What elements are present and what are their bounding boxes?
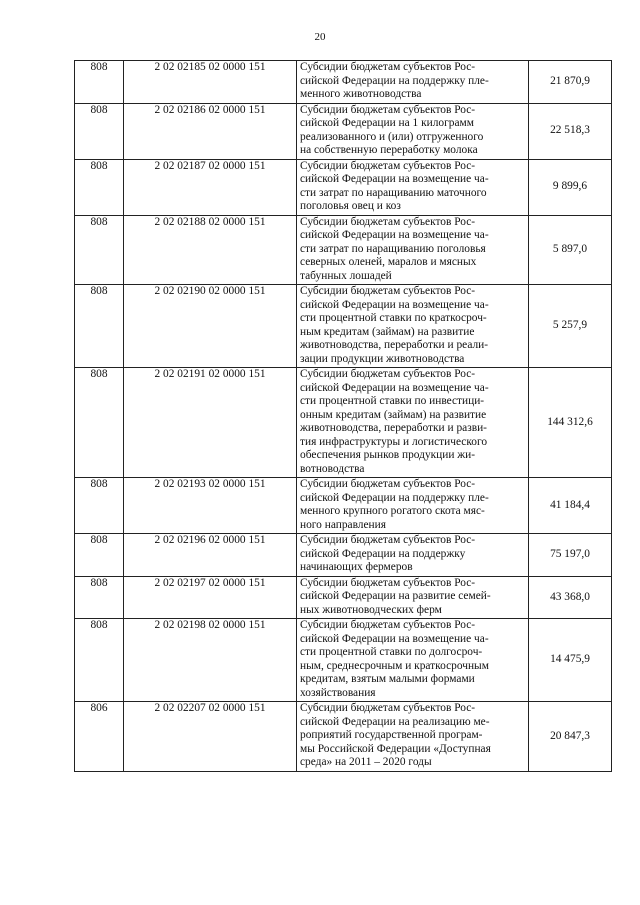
income-name-line: онным кредитам (займам) на развитие: [300, 408, 487, 421]
table-row: [75, 478, 612, 534]
income-name-line: ных животноводческих ферм: [300, 603, 442, 616]
amount-cell: 22 518,3: [529, 103, 612, 159]
admin-code-cell: 808: [75, 159, 124, 215]
budget-code-cell: 2 02 02187 02 0000 151: [124, 159, 297, 215]
income-name-line: сийской Федерации на 1 килограмм: [300, 117, 474, 129]
income-name-line: сти затрат по наращиванию поголовья: [300, 242, 486, 255]
income-name-cell: [297, 61, 529, 104]
income-name-line: Субсидии бюджетам субъектов Рос-: [300, 534, 476, 546]
amount-cell: 5 257,9: [529, 285, 612, 368]
admin-code-cell: 808: [75, 534, 124, 577]
table-body: [75, 61, 612, 772]
admin-code-cell: 808: [75, 619, 124, 702]
budget-code-cell: 2 02 02197 02 0000 151: [124, 576, 297, 619]
income-name-cell: [297, 478, 529, 534]
income-name-line: сийской Федерации на поддержку пле-: [300, 491, 489, 504]
income-name-cell: [297, 103, 529, 159]
income-name-line: Субсидии бюджетам субъектов Рос-: [300, 103, 476, 116]
income-name-line: Субсидии бюджетам субъектов Рос-: [300, 215, 476, 228]
income-name-cell: [297, 576, 529, 619]
income-name-line: ным, среднесрочным и краткосрочным: [300, 659, 489, 672]
income-name-line: Субсидии бюджетам субъектов Рос-: [300, 368, 476, 380]
table-row: [75, 534, 612, 577]
income-name-line: менного животноводства: [300, 88, 422, 100]
income-name-line: животноводства, переработки и разви-: [300, 422, 487, 434]
income-name-line: сийской Федерации на реализацию ме-: [300, 715, 490, 728]
income-name-line: среда» на 2011 – 2020 годы: [300, 756, 432, 768]
income-name-cell: [297, 368, 529, 478]
income-name-line: ного направления: [300, 518, 386, 531]
income-name-line: зации продукции животноводства: [300, 352, 465, 365]
income-name-line: начинающих фермеров: [300, 561, 413, 573]
income-name-line: Субсидии бюджетам субъектов Рос-: [300, 619, 476, 631]
income-name-line: Субсидии бюджетам субъектов Рос-: [300, 285, 476, 297]
income-name-line: северных оленей, маралов и мясных: [300, 256, 477, 268]
admin-code-cell: 808: [75, 478, 124, 534]
income-name-line: обеспечения рынков продукции жи-: [300, 449, 476, 461]
income-name-line: роприятий государственной програм-: [300, 729, 483, 741]
table-row: [75, 702, 612, 772]
admin-code-cell: 808: [75, 103, 124, 159]
income-name-line: сти затрат по наращиванию маточного: [300, 186, 487, 199]
budget-code-cell: 2 02 02207 02 0000 151: [124, 702, 297, 772]
admin-code-cell: 808: [75, 576, 124, 619]
income-name-line: сийской Федерации на поддержку: [300, 547, 466, 560]
income-name-line: кредитам, взятым малыми формами: [300, 673, 475, 685]
income-name-cell: [297, 215, 529, 285]
income-name-line: сийской Федерации на развитие семей-: [300, 590, 491, 602]
amount-cell: 9 899,6: [529, 159, 612, 215]
budget-code-cell: 2 02 02191 02 0000 151: [124, 368, 297, 478]
income-name-line: хозяйствования: [300, 686, 376, 699]
admin-code-cell: 808: [75, 285, 124, 368]
income-name-line: вотноводства: [300, 462, 365, 475]
amount-cell: 14 475,9: [529, 619, 612, 702]
income-name-line: реализованного и (или) отгруженного: [300, 130, 484, 143]
amount-cell: 43 368,0: [529, 576, 612, 619]
income-name-line: Субсидии бюджетам субъектов Рос-: [300, 478, 476, 490]
income-name-line: сийской Федерации на возмещение ча-: [300, 229, 489, 241]
admin-code-cell: 808: [75, 215, 124, 285]
income-name-line: Субсидии бюджетам субъектов Рос-: [300, 576, 476, 589]
table-row: [75, 619, 612, 702]
amount-cell: 144 312,6: [529, 368, 612, 478]
income-name-line: сийской Федерации на поддержку пле-: [300, 74, 489, 87]
amount-cell: 75 197,0: [529, 534, 612, 577]
income-name-line: сийской Федерации на возмещение ча-: [300, 381, 489, 394]
table-row: [75, 159, 612, 215]
income-name-cell: [297, 702, 529, 772]
page-number: 20: [314, 31, 326, 43]
amount-cell: 5 897,0: [529, 215, 612, 285]
income-name-line: мы Российской Федерации «Доступная: [300, 742, 491, 755]
budget-code-cell: 2 02 02186 02 0000 151: [124, 103, 297, 159]
income-name-line: сийской Федерации на возмещение ча-: [300, 632, 489, 645]
table-row: [75, 285, 612, 368]
income-name-line: менного крупного рогатого скота мяс-: [300, 505, 485, 517]
income-name-cell: [297, 619, 529, 702]
amount-cell: 41 184,4: [529, 478, 612, 534]
income-name-line: Субсидии бюджетам субъектов Рос-: [300, 159, 476, 172]
budget-code-cell: 2 02 02188 02 0000 151: [124, 215, 297, 285]
income-name-line: табунных лошадей: [300, 269, 392, 282]
income-name-line: Субсидии бюджетам субъектов Рос-: [300, 61, 476, 73]
table-row: [75, 61, 612, 104]
budget-code-cell: 2 02 02185 02 0000 151: [124, 61, 297, 104]
budget-revenue-table: [74, 60, 612, 772]
income-name-line: тия инфраструктуры и логистического: [300, 435, 488, 448]
income-name-cell: [297, 285, 529, 368]
income-name-line: Субсидии бюджетам субъектов Рос-: [300, 702, 476, 714]
income-name-line: животноводства, переработки и реали-: [300, 339, 489, 351]
budget-code-cell: 2 02 02193 02 0000 151: [124, 478, 297, 534]
income-name-line: ным кредитам (займам) на развитие: [300, 325, 475, 338]
income-name-line: сти процентной ставки по краткосроч-: [300, 312, 487, 324]
admin-code-cell: 806: [75, 702, 124, 772]
admin-code-cell: 808: [75, 61, 124, 104]
income-name-line: на собственную переработку молока: [300, 144, 478, 156]
income-name-cell: [297, 159, 529, 215]
amount-cell: 21 870,9: [529, 61, 612, 104]
amount-cell: 20 847,3: [529, 702, 612, 772]
table-row: [75, 103, 612, 159]
income-name-line: сти процентной ставки по инвестици-: [300, 395, 485, 407]
income-name-line: сийской Федерации на возмещение ча-: [300, 298, 489, 311]
table-row: [75, 576, 612, 619]
budget-code-cell: 2 02 02198 02 0000 151: [124, 619, 297, 702]
income-name-line: поголовья овец и коз: [300, 200, 401, 212]
budget-code-cell: 2 02 02190 02 0000 151: [124, 285, 297, 368]
income-name-line: сти процентной ставки по долгосроч-: [300, 646, 483, 658]
table-row: [75, 215, 612, 285]
income-name-line: сийской Федерации на возмещение ча-: [300, 173, 489, 185]
income-name-cell: [297, 534, 529, 577]
budget-code-cell: 2 02 02196 02 0000 151: [124, 534, 297, 577]
admin-code-cell: 808: [75, 368, 124, 478]
table-row: [75, 368, 612, 478]
